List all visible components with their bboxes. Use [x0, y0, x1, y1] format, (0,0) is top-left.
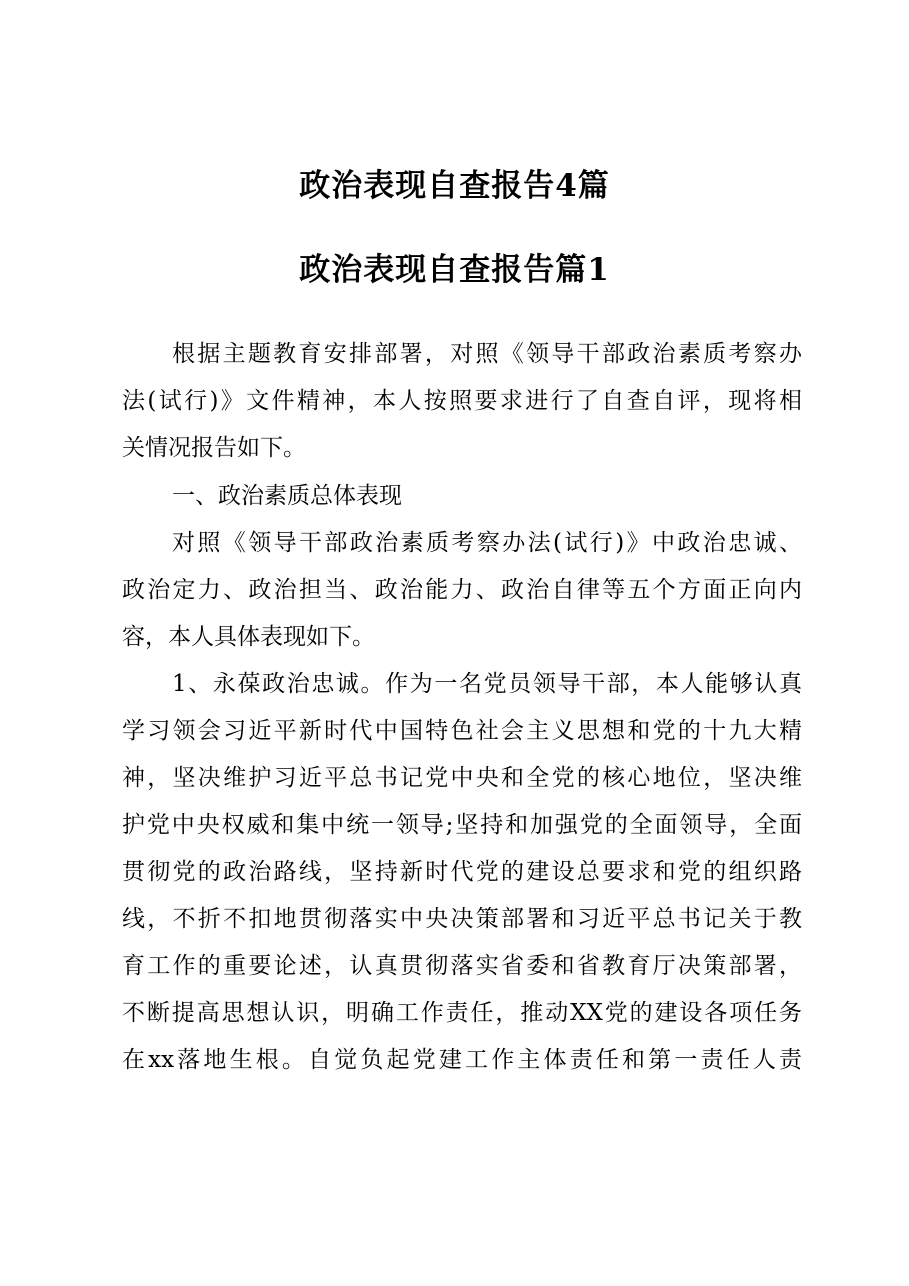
paragraph-line: 在xx落地生根。自觉负起党建工作主体责任和第一责任人责 [122, 1047, 802, 1073]
paragraph-line: 容，本人具体表现如下。 [122, 624, 375, 650]
paragraph-line: 护党中央权威和集中统一领导;坚持和加强党的全面领导，全面 [122, 812, 802, 838]
paragraph-line: 育工作的重要论述，认真贯彻落实省委和省教育厅决策部署， [122, 953, 802, 979]
paragraph-line: 神，坚决维护习近平总书记党中央和全党的核心地位，坚决维 [122, 765, 802, 791]
document-title: 政治表现自查报告4篇 [299, 168, 610, 204]
paragraph-line: 不断提高思想认识，明确工作责任，推动XX党的建设各项任务 [122, 1000, 802, 1026]
paragraph-line: 政治定力、政治担当、政治能力、政治自律等五个方面正向内 [122, 577, 802, 603]
paragraph-line: 学习领会习近平新时代中国特色社会主义思想和党的十九大精 [122, 718, 802, 744]
paragraph-line: 对照《领导干部政治素质考察办法(试行)》中政治忠诚、 [172, 530, 802, 556]
section-heading: 一、政治素质总体表现 [172, 483, 402, 509]
paragraph-line: 贯彻党的政治路线，坚持新时代党的建设总要求和党的组织路 [122, 859, 802, 885]
paragraph-line: 线，不折不扣地贯彻落实中央决策部署和习近平总书记关于教 [122, 906, 802, 932]
section-title: 政治表现自查报告篇1 [299, 252, 610, 288]
paragraph-line: 关情况报告如下。 [122, 435, 306, 461]
paragraph-line: 法(试行)》文件精神，本人按照要求进行了自查自评，现将相 [122, 388, 802, 414]
paragraph-line: 根据主题教育安排部署，对照《领导干部政治素质考察办 [172, 341, 802, 367]
paragraph-line: 1、永葆政治忠诚。作为一名党员领导干部，本人能够认真 [172, 671, 802, 697]
